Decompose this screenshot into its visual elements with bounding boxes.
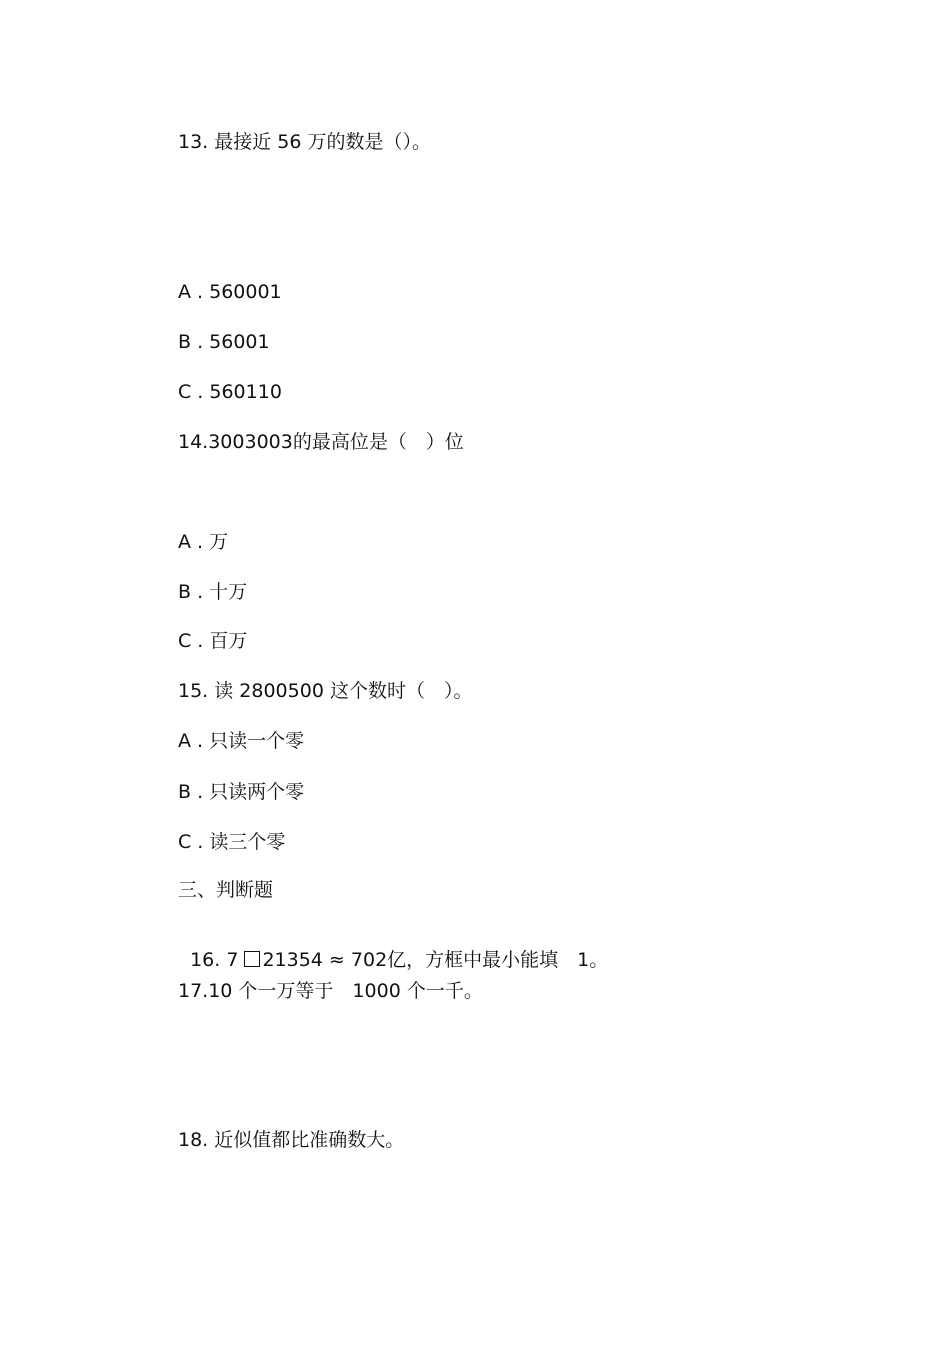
question-15-option-c: C . 读三个零	[178, 831, 286, 853]
question-15-option-a: A . 只读一个零	[178, 730, 305, 752]
question-14-option-b: B . 十万	[178, 581, 248, 603]
judgment-16	[178, 932, 608, 970]
question-13-option-a: A . 560001	[178, 281, 282, 303]
judgment-16-prefix: 16. 7	[190, 949, 239, 971]
question-14-option-a: A . 万	[178, 531, 229, 553]
question-15-stem: 15. 读 2800500 这个数时（ ）。	[178, 680, 473, 702]
question-15-option-b: B . 只读两个零	[178, 781, 305, 803]
judgment-17: 17.10 个一万等于 1000 个一千。	[178, 980, 483, 1002]
judgment-18: 18. 近似值都比准确数大。	[178, 1129, 405, 1151]
blank-box	[244, 951, 260, 967]
question-13-stem: 13. 最接近 56 万的数是（）。	[178, 131, 432, 153]
question-14-stem: 14.3003003的最高位是（ ）位	[178, 431, 464, 453]
judgment-16-suffix: 21354 ≈ 702亿，方框中最小能填 1。	[262, 949, 609, 971]
section-title: 三、判断题	[178, 879, 274, 901]
question-13-option-b: B . 56001	[178, 331, 270, 353]
question-14-option-c: C . 百万	[178, 630, 248, 652]
question-13-option-c: C . 560110	[178, 381, 282, 403]
